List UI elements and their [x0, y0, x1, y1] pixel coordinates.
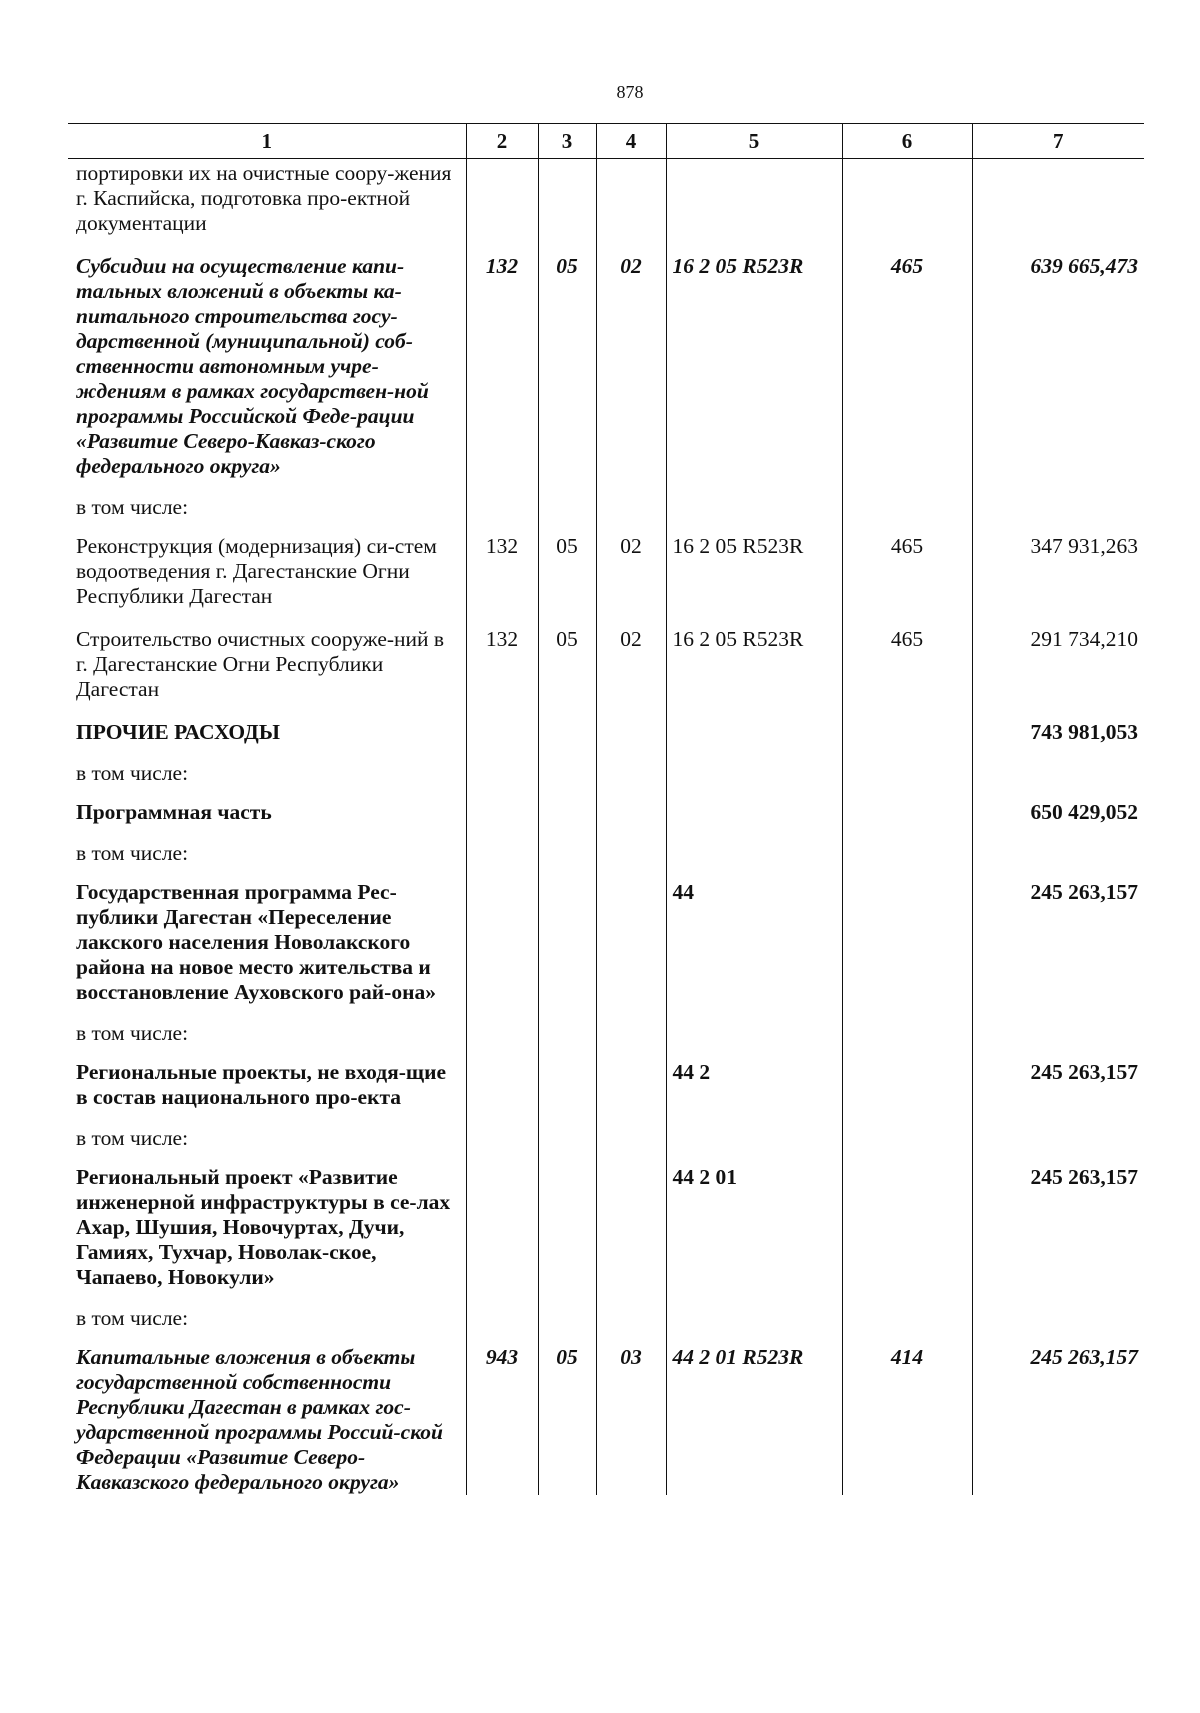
row-column-4: [596, 716, 666, 759]
row-column-3: 05: [538, 623, 596, 716]
row-description: Государственная программа Рес-публики Дагестан «Переселение лакского населения Новолакского района на новое место жительства и восстановление Ауховского рай-она»: [76, 880, 436, 1004]
row-column-2: [466, 1161, 538, 1304]
table-row: [68, 623, 1144, 716]
row-amount: [972, 1124, 1144, 1161]
table-row: [68, 716, 1144, 759]
table-row: [68, 1019, 1144, 1056]
row-column-3: [538, 1304, 596, 1341]
row-amount: 245 263,157: [972, 1161, 1144, 1304]
table-row: [68, 1304, 1144, 1341]
row-column-6: [842, 716, 972, 759]
row-column-6: [842, 1056, 972, 1124]
row-description: Капитальные вложения в объекты государственной собственности Республики Дагестан в рамках гос-ударственной программы Россий-ской Федерации «Развитие Северо-Кавказского федерального округа»: [76, 1345, 443, 1494]
row-amount: 245 263,157: [972, 1341, 1144, 1495]
row-column-4: [596, 1124, 666, 1161]
row-column-4: [596, 1019, 666, 1056]
row-column-2: 943: [466, 1341, 538, 1495]
table-row: [68, 493, 1144, 530]
row-column-5: 16 2 05 R523R: [666, 623, 842, 716]
row-description: в том числе:: [76, 761, 189, 785]
row-description: в том числе:: [76, 1126, 189, 1150]
column-header-6: 6: [842, 124, 972, 159]
row-column-4: [596, 759, 666, 796]
row-column-2: [466, 1304, 538, 1341]
row-description: ПРОЧИЕ РАСХОДЫ: [76, 720, 280, 744]
row-column-3: [538, 796, 596, 839]
row-column-6: [842, 1124, 972, 1161]
table-row: [68, 839, 1144, 876]
row-description: Региональные проекты, не входя-щие в состав национального про-екта: [76, 1060, 446, 1109]
row-amount: 245 263,157: [972, 876, 1144, 1019]
table-body: [68, 159, 1144, 1496]
column-header-4: 4: [596, 124, 666, 159]
row-column-2: 132: [466, 623, 538, 716]
row-column-5: 16 2 05 R523R: [666, 250, 842, 493]
table-row: [68, 759, 1144, 796]
row-column-6: [842, 1304, 972, 1341]
column-header-7: 7: [972, 124, 1144, 159]
row-column-5: [666, 1304, 842, 1341]
row-column-4: [596, 159, 666, 251]
row-column-3: [538, 1124, 596, 1161]
table-row: [68, 876, 1144, 1019]
row-description: портировки их на очистные соору-жения г. Каспийска, подготовка про-ектной документации: [76, 161, 452, 235]
row-amount: 347 931,263: [972, 530, 1144, 623]
row-column-4: 02: [596, 250, 666, 493]
table-row: [68, 1341, 1144, 1495]
row-column-5: [666, 493, 842, 530]
row-column-2: [466, 493, 538, 530]
column-header-3: 3: [538, 124, 596, 159]
table-row: [68, 159, 1144, 251]
row-amount: [972, 1019, 1144, 1056]
row-column-3: [538, 716, 596, 759]
row-column-4: 02: [596, 623, 666, 716]
table-row: [68, 1124, 1144, 1161]
row-column-5: 44 2: [666, 1056, 842, 1124]
row-column-6: [842, 796, 972, 839]
table-row: [68, 530, 1144, 623]
row-column-5: [666, 159, 842, 251]
row-amount: [972, 1304, 1144, 1341]
row-column-4: [596, 1056, 666, 1124]
row-column-3: [538, 1019, 596, 1056]
row-column-6: [842, 1161, 972, 1304]
row-column-2: [466, 1019, 538, 1056]
budget-table: [68, 123, 1144, 1495]
header-row: [68, 124, 1144, 159]
table-row: [68, 250, 1144, 493]
row-description: в том числе:: [76, 495, 189, 519]
row-column-4: [596, 493, 666, 530]
row-amount: [972, 759, 1144, 796]
row-description: в том числе:: [76, 1306, 189, 1330]
row-amount: [972, 839, 1144, 876]
row-column-5: [666, 1019, 842, 1056]
column-header-2: 2: [466, 124, 538, 159]
table-row: [68, 1056, 1144, 1124]
row-column-6: [842, 493, 972, 530]
row-column-6: 465: [842, 530, 972, 623]
row-column-6: [842, 839, 972, 876]
row-column-2: [466, 876, 538, 1019]
row-column-4: [596, 1161, 666, 1304]
row-column-3: [538, 876, 596, 1019]
row-column-6: [842, 1019, 972, 1056]
row-description: Реконструкция (модернизация) си-стем водоотведения г. Дагестанские Огни Республики Дагестан: [76, 534, 437, 608]
row-description: Программная часть: [76, 800, 272, 824]
row-column-2: [466, 796, 538, 839]
row-column-2: [466, 1056, 538, 1124]
row-description: в том числе:: [76, 841, 189, 865]
table-row: [68, 1161, 1144, 1304]
row-column-6: 414: [842, 1341, 972, 1495]
row-column-5: [666, 716, 842, 759]
row-column-4: [596, 796, 666, 839]
row-description: в том числе:: [76, 1021, 189, 1045]
row-column-4: [596, 876, 666, 1019]
row-column-5: [666, 839, 842, 876]
row-column-6: [842, 759, 972, 796]
row-column-6: [842, 876, 972, 1019]
row-column-4: [596, 1304, 666, 1341]
row-column-2: [466, 839, 538, 876]
row-column-3: [538, 839, 596, 876]
row-column-3: [538, 159, 596, 251]
row-column-3: 05: [538, 1341, 596, 1495]
row-amount: 639 665,473: [972, 250, 1144, 493]
row-column-5: 44 2 01 R523R: [666, 1341, 842, 1495]
row-column-3: 05: [538, 250, 596, 493]
row-column-5: 44 2 01: [666, 1161, 842, 1304]
row-column-6: [842, 159, 972, 251]
row-column-5: [666, 759, 842, 796]
row-column-3: [538, 1161, 596, 1304]
row-description: Региональный проект «Развитие инженерной инфраструктуры в се-лах Ахар, Шушия, Новочуртах, Дучи, Гамиях, Тухчар, Новолак-ское, Чапаево, Новокули»: [76, 1165, 451, 1289]
row-column-3: [538, 493, 596, 530]
row-column-2: [466, 159, 538, 251]
row-column-4: [596, 839, 666, 876]
row-column-4: 03: [596, 1341, 666, 1495]
row-column-2: 132: [466, 530, 538, 623]
row-column-2: 132: [466, 250, 538, 493]
row-column-2: [466, 759, 538, 796]
row-column-4: 02: [596, 530, 666, 623]
row-column-5: [666, 1124, 842, 1161]
row-amount: 291 734,210: [972, 623, 1144, 716]
column-header-1: 1: [68, 124, 466, 159]
row-amount: [972, 493, 1144, 530]
row-column-6: 465: [842, 623, 972, 716]
row-column-3: [538, 759, 596, 796]
row-column-2: [466, 716, 538, 759]
row-description: Субсидии на осуществление капи-тальных вложений в объекты ка-питального строительства госу-дарственной (муниципальной) соб-ственности автономным учре-ждениям в рамках государствен-ной программы Российской Феде-рации «Развитие Северо-Кавказ-ского федерального округа»: [76, 254, 429, 478]
row-column-6: 465: [842, 250, 972, 493]
column-header-5: 5: [666, 124, 842, 159]
row-column-3: 05: [538, 530, 596, 623]
row-amount: [972, 159, 1144, 251]
row-column-5: [666, 796, 842, 839]
row-amount: 650 429,052: [972, 796, 1144, 839]
row-column-5: 16 2 05 R523R: [666, 530, 842, 623]
row-description: Строительство очистных сооруже-ний в г. Дагестанские Огни Республики Дагестан: [76, 627, 445, 701]
table-row: [68, 796, 1144, 839]
page-number: 878: [616, 82, 644, 102]
row-column-3: [538, 1056, 596, 1124]
row-amount: 245 263,157: [972, 1056, 1144, 1124]
row-amount: 743 981,053: [972, 716, 1144, 759]
row-column-5: 44: [666, 876, 842, 1019]
row-column-2: [466, 1124, 538, 1161]
